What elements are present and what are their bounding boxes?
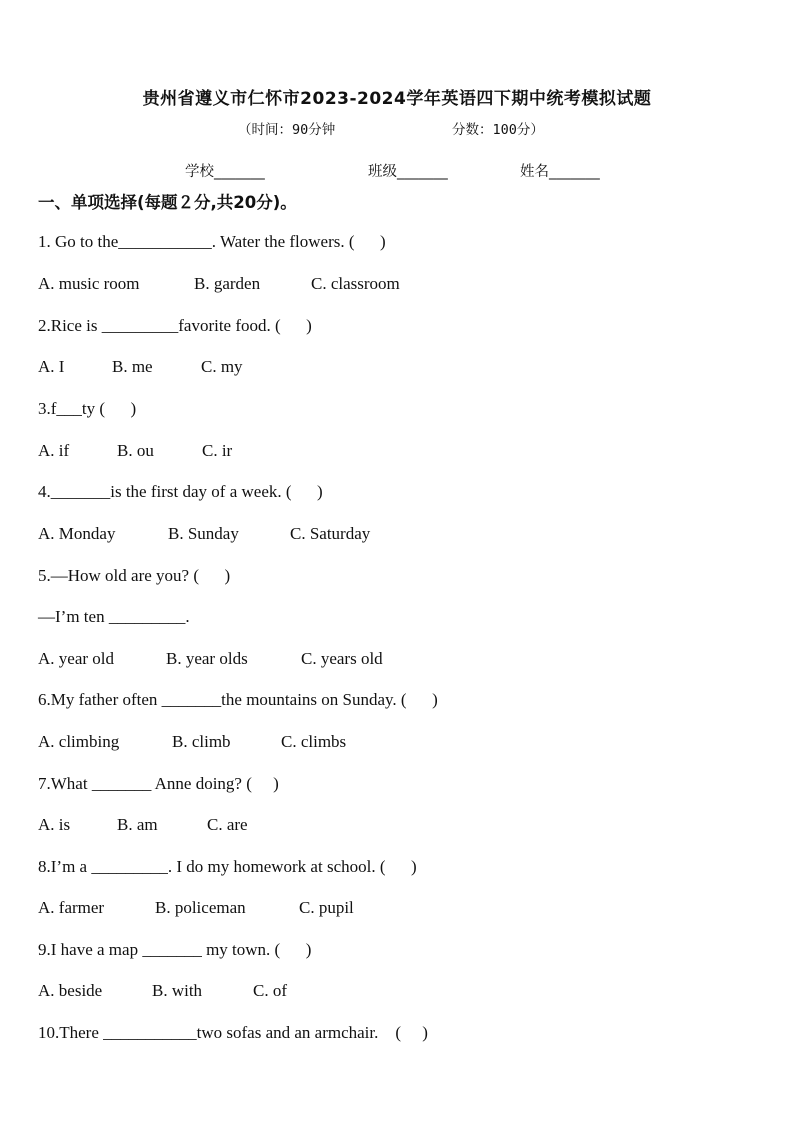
q7-option-b: B. am [117,815,158,834]
q8-option-a: A. farmer [38,898,105,917]
question-3: 3.f___ty ( ) [38,399,137,418]
q5-option-c: C. years old [301,649,383,668]
q3-option-a: A. if [38,441,70,460]
q3-option-b: B. ou [117,441,154,460]
q7-option-a: A. is [38,815,71,834]
q1-option-c: C. classroom [311,274,400,293]
q6-option-a: A. climbing [38,732,120,751]
q2-option-b: B. me [112,357,153,376]
q3-option-c: C. ir [202,441,233,460]
q4-option-b: B. Sunday [168,524,239,543]
school-field: 学校_______ [185,164,265,180]
q1-option-b: B. garden [194,274,261,293]
q5-option-a: A. year old [38,649,115,668]
q9-option-c: C. of [253,981,287,1000]
question-6: 6.My father often _______the mountains on Sunday. ( ) [38,690,438,709]
q7-option-c: C. are [207,815,248,834]
q6-option-b: B. climb [172,732,231,751]
q9-option-b: B. with [152,981,203,1000]
question-10: 10.There ___________two sofas and an armchair. ( ) [38,1023,428,1042]
page-title: 贵州省遵义市仁怀市2023-2024学年英语四下期中统考模拟试题 [142,89,652,109]
q1-option-a: A. music room [38,274,140,293]
question-8: 8.I’m a _________. I do my homework at school. ( ) [38,857,417,876]
q4-option-a: A. Monday [38,524,116,543]
question-5-reply: —I’m ten _________. [38,607,190,626]
q8-option-b: B. policeman [155,898,246,917]
q6-option-c: C. climbs [281,732,347,751]
q2-option-c: C. my [201,357,243,376]
question-2: 2.Rice is _________favorite food. ( ) [38,316,312,335]
question-5: 5.—How old are you? ( ) [38,566,231,585]
q4-option-c: C. Saturday [290,524,371,543]
question-1: 1. Go to the___________. Water the flowers. ( ) [38,232,386,251]
q8-option-c: C. pupil [299,898,354,917]
name-field: 姓名_______ [520,164,600,180]
q5-option-b: B. year olds [166,649,248,668]
question-7: 7.What _______ Anne doing? ( ) [38,774,279,793]
exam-score: 分数：100分） [452,122,544,138]
section-heading: 一、单项选择(每题２分,共20分)。 [38,193,297,212]
question-9: 9.I have a map _______ my town. ( ) [38,940,312,959]
question-4: 4._______is the first day of a week. ( ) [38,482,323,501]
class-field: 班级_______ [368,164,448,180]
q9-option-a: A. beside [38,981,103,1000]
q2-option-a: A. I [38,357,65,376]
exam-time: （时间：90分钟 [238,122,336,138]
